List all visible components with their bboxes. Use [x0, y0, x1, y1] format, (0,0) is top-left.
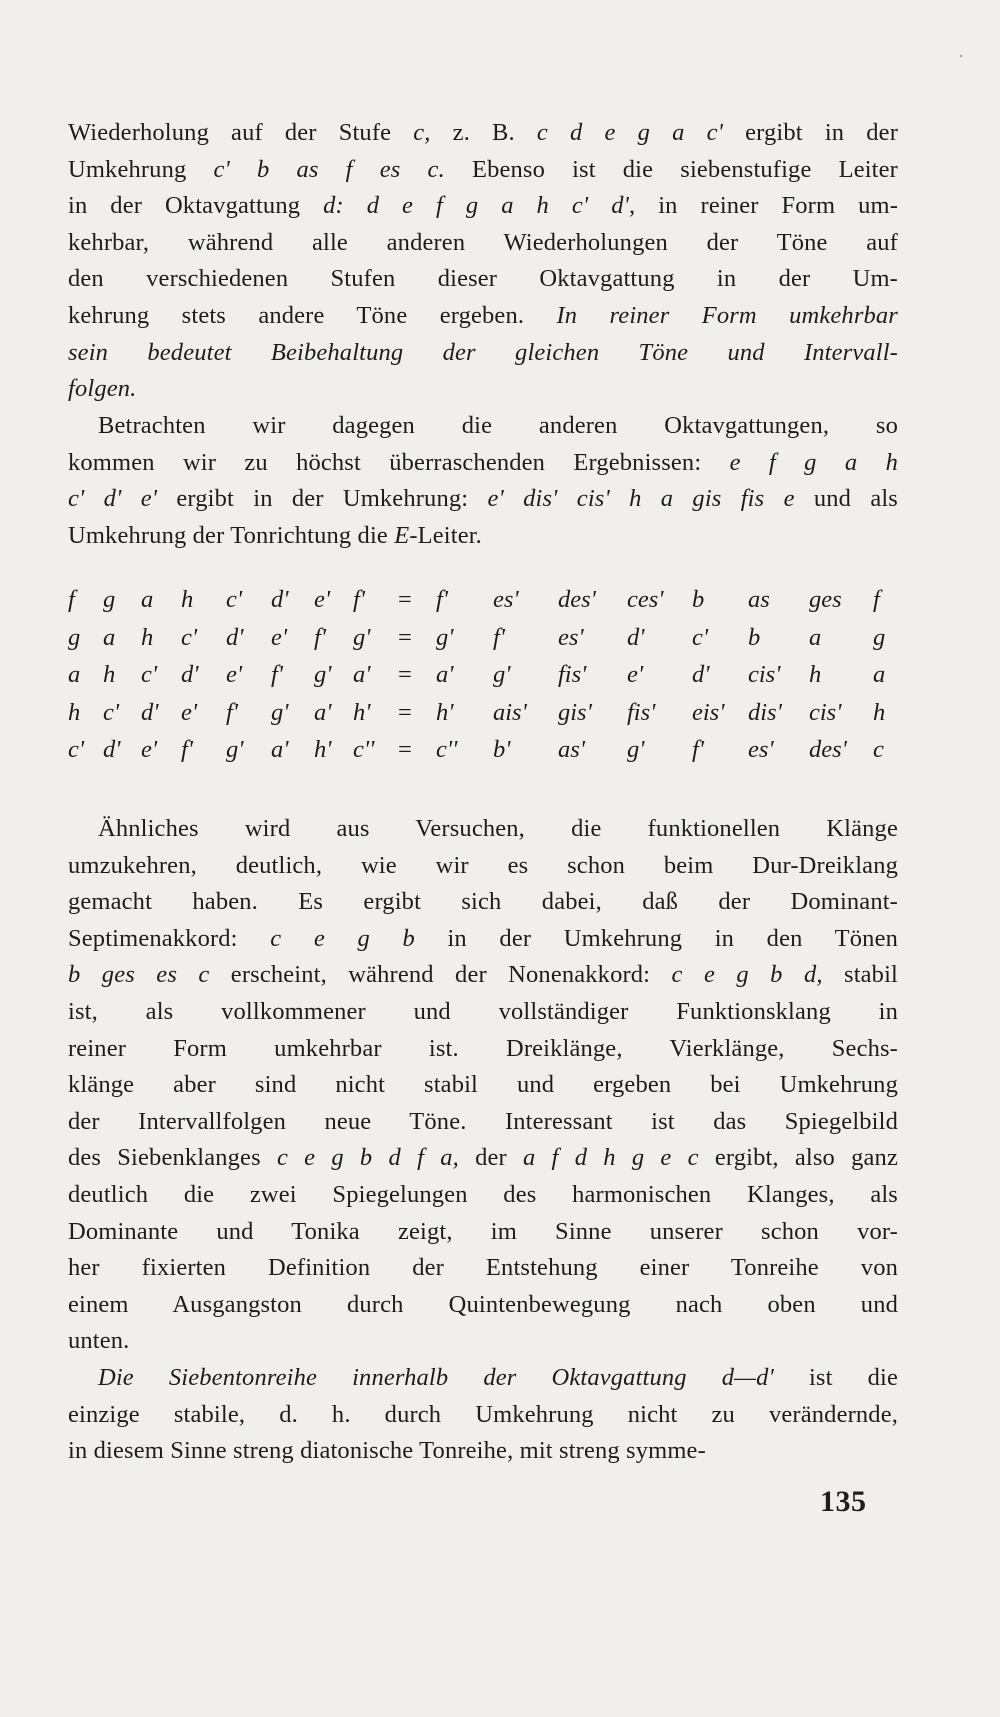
text-run: in diesem Sinne streng diatonische Tonreihe, mit streng symme- — [68, 1437, 706, 1465]
text-run: reiner Form umkehrbar ist. Dreiklänge, Vierklänge, Sechs- — [68, 1034, 898, 1062]
note-cell: g' — [314, 661, 332, 688]
note-cell: a — [68, 661, 81, 688]
note-cell: es' — [493, 586, 519, 613]
note-cell: a' — [314, 698, 332, 726]
equals-sign: = — [398, 661, 412, 688]
table-row — [68, 586, 900, 624]
note-cell: c' — [68, 736, 85, 763]
paragraph-1 — [68, 115, 898, 408]
text-line — [68, 1323, 898, 1360]
note-cell: d' — [271, 586, 289, 613]
note-cell: g' — [271, 698, 289, 726]
note-cell: c' — [181, 623, 198, 651]
text-run: einzige stabile, d. h. durch Umkehrung nicht zu verändernde, — [68, 1400, 898, 1428]
italic-run: a f d h g e c — [522, 1144, 699, 1172]
note-cell: f' — [493, 623, 506, 651]
italic-run: c e g b d f a, — [276, 1144, 459, 1172]
text-line — [68, 1104, 898, 1141]
text-run: und als — [794, 485, 898, 513]
table-row — [68, 661, 900, 699]
text-line — [68, 921, 898, 958]
note-cell: c — [873, 736, 884, 763]
text-run: Wiederholung auf der Stufe — [68, 119, 414, 146]
paragraph-3 — [68, 811, 898, 1360]
note-cell: d' — [103, 736, 121, 763]
note-cell: e' — [226, 661, 243, 688]
note-cell: eis' — [692, 698, 725, 726]
note-cell: e' — [271, 623, 288, 651]
note-cell: h — [809, 661, 822, 688]
text-run: Betrachten wir dagegen die anderen Oktavgattungen, so — [98, 412, 898, 439]
note-cell: c' — [226, 586, 243, 613]
text-line — [68, 848, 898, 885]
note-cell: f' — [436, 586, 449, 613]
note-cell: h' — [314, 736, 332, 763]
table-row — [68, 736, 900, 774]
note-cell: dis' — [748, 698, 782, 726]
equals-sign: = — [398, 736, 412, 763]
text-run: Dominante und Tonika zeigt, im Sinne unserer schon vor- — [68, 1217, 898, 1245]
note-cell: h — [141, 623, 154, 651]
note-cell: g' — [436, 623, 454, 651]
note-cell: d' — [226, 623, 244, 651]
text-run: ist, als vollkommener und vollständiger Funktionsklang in — [68, 997, 898, 1025]
text-run: Umkehrung — [68, 155, 214, 183]
text-run: ergibt in der Umkehrung: — [157, 485, 488, 513]
note-cell: g' — [226, 736, 244, 763]
text-run: kehrung stets andere Töne ergeben. — [68, 301, 557, 329]
note-cell: g — [873, 623, 886, 651]
text-line — [68, 884, 898, 921]
note-cell: d' — [627, 623, 645, 651]
note-cell: g — [68, 623, 81, 651]
text-run: Umkehrung der Tonrichtung die — [68, 521, 395, 549]
text-line — [68, 445, 898, 482]
text-line — [68, 115, 898, 152]
note-cell: f' — [353, 586, 366, 613]
table-row — [68, 699, 900, 737]
note-cell: f' — [271, 661, 284, 688]
italic-run: folgen. — [68, 375, 137, 403]
italic-run: c' d' e' — [68, 485, 158, 513]
note-cell: fis' — [558, 661, 587, 688]
text-run: der Intervallfolgen neue Töne. Interessant ist das Spiegelbild — [68, 1107, 898, 1135]
note-cell: f' — [314, 623, 327, 651]
note-cell: h — [103, 661, 116, 688]
text-run: z. B. — [430, 119, 537, 146]
italic-run: e f g a h — [729, 448, 898, 476]
note-cell: b — [748, 623, 761, 651]
italic-run: c, — [413, 119, 431, 146]
italic-run: e' dis' cis' h a gis fis e — [487, 485, 795, 513]
note-cell: es' — [558, 623, 584, 651]
italic-run: b ges es c — [68, 961, 210, 989]
page-number: 135 — [820, 1485, 867, 1518]
note-cell: d' — [692, 661, 710, 688]
inversion-table — [68, 586, 900, 774]
note-cell: g' — [493, 661, 511, 688]
text-line — [68, 371, 898, 408]
text-run: stabil — [822, 961, 898, 989]
text-line — [68, 188, 898, 225]
text-line — [68, 1031, 898, 1068]
note-cell: as — [748, 586, 770, 613]
paragraph-2 — [68, 408, 898, 554]
note-cell: f' — [181, 736, 194, 763]
note-cell: h' — [436, 698, 454, 726]
note-cell: f' — [692, 736, 705, 763]
text-line — [68, 1177, 898, 1214]
note-cell: gis' — [558, 698, 592, 726]
speck — [960, 55, 962, 57]
text-run: unten. — [68, 1327, 130, 1355]
note-cell: c' — [692, 623, 709, 651]
note-cell: d' — [141, 698, 159, 726]
text-run: deutlich die zwei Spiegelungen des harmonischen Klanges, als — [68, 1180, 898, 1208]
text-line — [68, 1433, 898, 1470]
note-cell: des' — [809, 736, 847, 763]
text-run: in reiner Form um- — [635, 192, 899, 220]
text-run: einem Ausgangston durch Quintenbewegung nach oben und — [68, 1290, 898, 1318]
text-run: Septimenakkord: — [68, 924, 271, 952]
text-run: kehrbar, während alle anderen Wiederholungen der Töne auf — [68, 228, 898, 256]
text-line — [68, 1140, 898, 1177]
text-line — [68, 811, 898, 848]
table-row — [68, 624, 900, 662]
text-run: umzukehren, deutlich, wie wir es schon beim Dur-Dreiklang — [68, 851, 898, 879]
text-line — [68, 335, 898, 372]
note-cell: h' — [353, 698, 371, 726]
note-cell: e' — [181, 698, 198, 726]
note-cell: a — [141, 586, 154, 613]
text-run: Ebenso ist die siebenstufige Leiter — [444, 155, 898, 183]
text-line — [68, 1250, 898, 1287]
note-cell: g' — [353, 623, 371, 651]
text-run: ergibt, also ganz — [698, 1144, 898, 1172]
note-cell: des' — [558, 586, 596, 613]
text-run: ergibt in der — [723, 119, 899, 146]
note-cell: b' — [493, 736, 511, 763]
note-cell: c'' — [436, 736, 458, 763]
note-cell: h — [873, 698, 886, 726]
note-cell: e' — [627, 661, 644, 688]
paragraph-4 — [68, 1360, 898, 1470]
note-cell: b — [692, 586, 705, 613]
text-run: klänge aber sind nicht stabil und ergeben bei Umkehrung — [68, 1071, 898, 1099]
italic-run: c d e g a c' — [536, 119, 724, 146]
equals-sign: = — [398, 586, 412, 613]
italic-run: d: d e f g a h c' d', — [323, 192, 636, 220]
text-run: gemacht haben. Es ergibt sich dabei, daß der Dominant- — [68, 888, 898, 916]
text-line — [68, 225, 898, 262]
note-cell: c'' — [353, 736, 375, 763]
italic-run: c' b as f es c. — [213, 155, 445, 183]
text-line — [68, 957, 898, 994]
text-run: des Siebenklanges — [68, 1144, 277, 1172]
text-line — [68, 481, 898, 518]
equals-sign: = — [398, 698, 412, 726]
text-line — [68, 994, 898, 1031]
text-line — [68, 1287, 898, 1324]
text-line — [68, 1360, 898, 1397]
text-run: in der Oktavgattung — [68, 192, 324, 220]
note-cell: d' — [181, 661, 199, 688]
text-run: den verschiedenen Stufen dieser Oktavgattung in der Um- — [68, 265, 898, 293]
equals-sign: = — [398, 623, 412, 651]
note-cell: c' — [103, 698, 120, 726]
italic-run: c e g b d, — [671, 961, 823, 989]
text-line — [68, 518, 898, 555]
italic-run: In reiner Form umkehrbar — [556, 301, 898, 329]
note-cell: ges — [809, 586, 842, 613]
note-cell: g' — [627, 736, 645, 763]
note-cell: fis' — [627, 698, 656, 726]
text-line — [68, 1067, 898, 1104]
note-cell: a' — [436, 661, 454, 688]
note-cell: ces' — [627, 586, 664, 613]
text-run: erscheint, während der Nonenakkord: — [209, 961, 672, 989]
note-cell: a — [873, 661, 886, 688]
note-cell: e' — [141, 736, 158, 763]
text-line — [68, 1397, 898, 1434]
text-line — [68, 408, 898, 445]
note-cell: f — [873, 586, 880, 613]
note-cell: a' — [271, 736, 289, 763]
text-line — [68, 298, 898, 335]
text-line — [68, 261, 898, 298]
text-line — [68, 152, 898, 189]
text-run: kommen wir zu höchst überraschenden Ergebnissen: — [68, 448, 730, 476]
note-cell: es' — [748, 736, 774, 763]
note-cell: g — [103, 586, 116, 613]
text-run: her fixierten Definition der Entstehung einer Tonreihe von — [68, 1254, 898, 1282]
note-cell: a — [103, 623, 116, 651]
note-cell: f' — [226, 698, 239, 726]
note-cell: cis' — [748, 661, 781, 688]
note-cell: f — [68, 586, 75, 613]
text-run: in der Umkehrung in den Tönen — [414, 924, 898, 952]
text-line — [68, 1214, 898, 1251]
note-cell: c' — [141, 661, 158, 688]
text-run: Ähnliches wird aus Versuchen, die funktionellen Klänge — [98, 815, 898, 842]
note-cell: as' — [558, 736, 586, 763]
italic-run: sein bedeutet Beibehaltung der gleichen Töne und Intervall- — [68, 338, 898, 366]
italic-run: E — [394, 521, 410, 549]
italic-run: Die Siebentonreihe innerhalb der Oktavgattung d—d' — [98, 1364, 774, 1391]
note-cell: a — [809, 623, 822, 651]
note-cell: cis' — [809, 698, 842, 726]
note-cell: h — [68, 698, 81, 726]
note-cell: h — [181, 586, 194, 613]
text-run: ist die — [773, 1364, 899, 1391]
note-cell: e' — [314, 586, 331, 613]
text-run: -Leiter. — [409, 521, 482, 549]
note-cell: a' — [353, 661, 371, 688]
note-cell: ais' — [493, 698, 527, 726]
italic-run: c e g b — [270, 924, 415, 952]
text-run: der — [458, 1144, 523, 1172]
